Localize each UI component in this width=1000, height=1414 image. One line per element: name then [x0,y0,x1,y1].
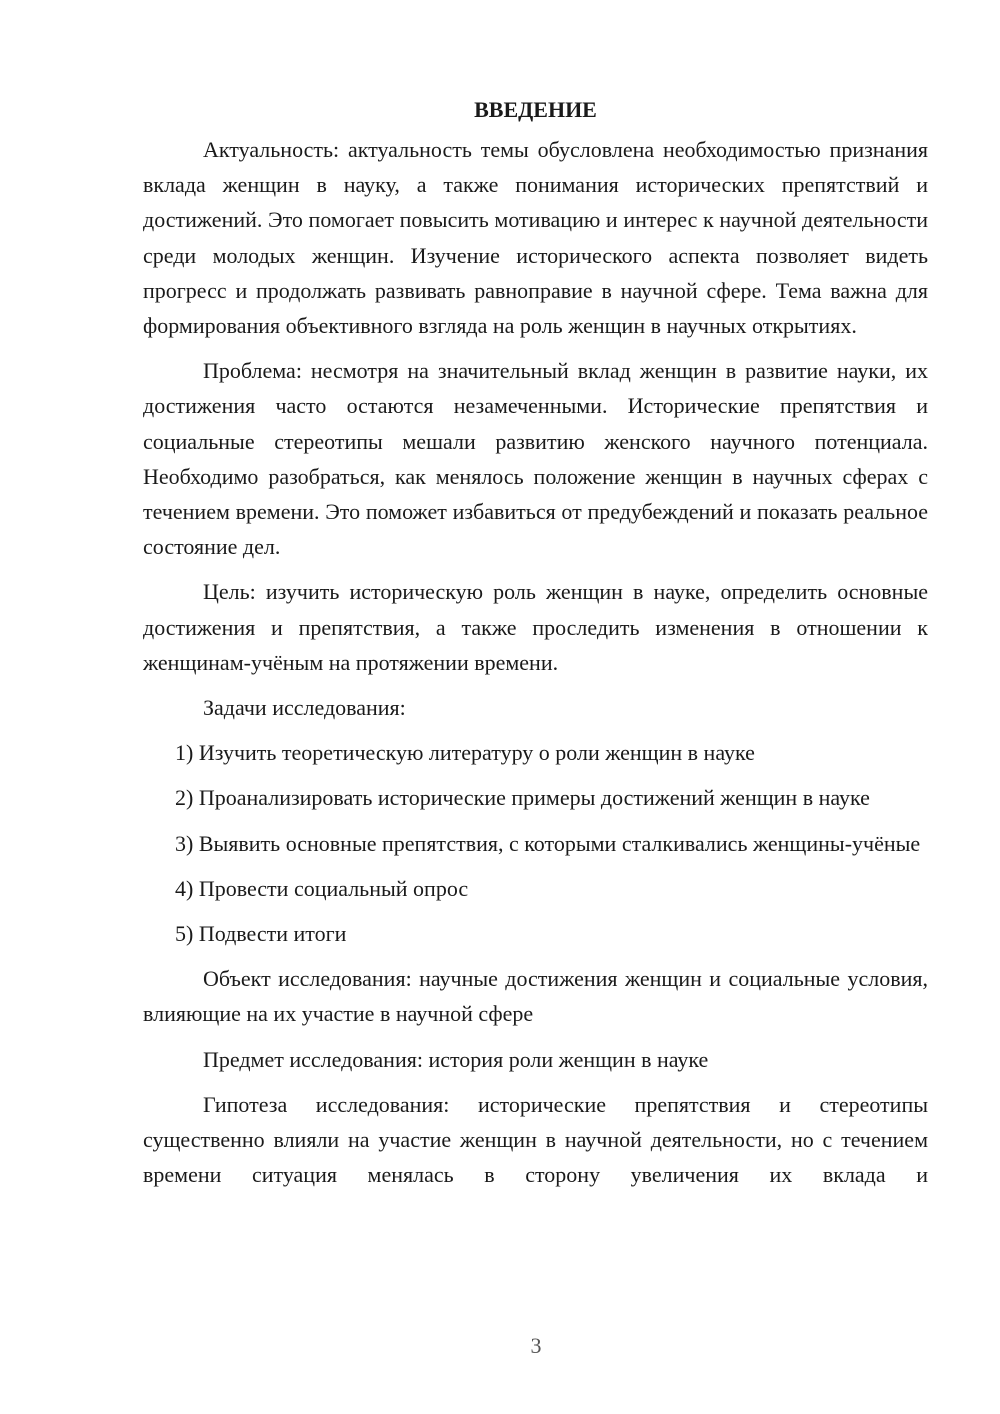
task-item-3: 3) Выявить основные препятствия, с которыми сталкивались женщины-учёные [175,830,921,856]
paragraph-goal: Цель: изучить историческую роль женщин в науке, определить основные достижения и препятствия, а также проследить изменения в отношении к женщинам-учёным на протяжении времени. [143,579,928,675]
paragraph-subject: Предмет исследования: история роли женщин в науке [203,1046,709,1072]
paragraph-tasks-intro: Задачи исследования: [203,695,406,721]
task-item-2: 2) Проанализировать исторические примеры достижений женщин в науке [175,785,870,811]
paragraph-object: Объект исследования: научные достижения женщин и социальные условия, влияющие на их участие в научной сфере [143,966,928,1027]
task-item-4: 4) Провести социальный опрос [175,875,469,901]
paragraph-problem: Проблема: несмотря на значительный вклад женщин в развитие науки, их достижения часто остаются незамеченными. Исторические препятствия и социальные стереотипы мешали развитию женского научного потенциала. Необходимо разобраться, как менялось положение женщин в научных сферах с течением времени. Это поможет избавиться от предубеждений и показать реальное состояние дел. [143,358,928,560]
task-item-1: 1) Изучить теоретическую литературу о роли женщин в науке [175,740,755,766]
paragraph-relevance: Актуальность: актуальность темы обусловлена необходимостью признания вклада женщин в науку, а также понимания исторических препятствий и достижений. Это помогает повысить мотивацию и интерес к научной деятельности среди молодых женщин. Изучение исторического аспекта позволяет видеть прогресс и продолжать развивать равноправие в научной сфере. Тема важна для формирования объективного взгляда на роль женщин в научных открытиях. [143,137,928,339]
paragraph-hypothesis: Гипотеза исследования: исторические препятствия и стереотипы существенно влияли на участие женщин в научной деятельности, но с течением времени ситуация менялась в сторону увеличения их вклада и [143,1091,928,1188]
page-number: 3 [530,1333,542,1358]
task-item-5: 5) Подвести итоги [175,921,347,947]
section-heading: ВВЕДЕНИЕ [474,97,597,122]
document-page [143,92,928,1202]
